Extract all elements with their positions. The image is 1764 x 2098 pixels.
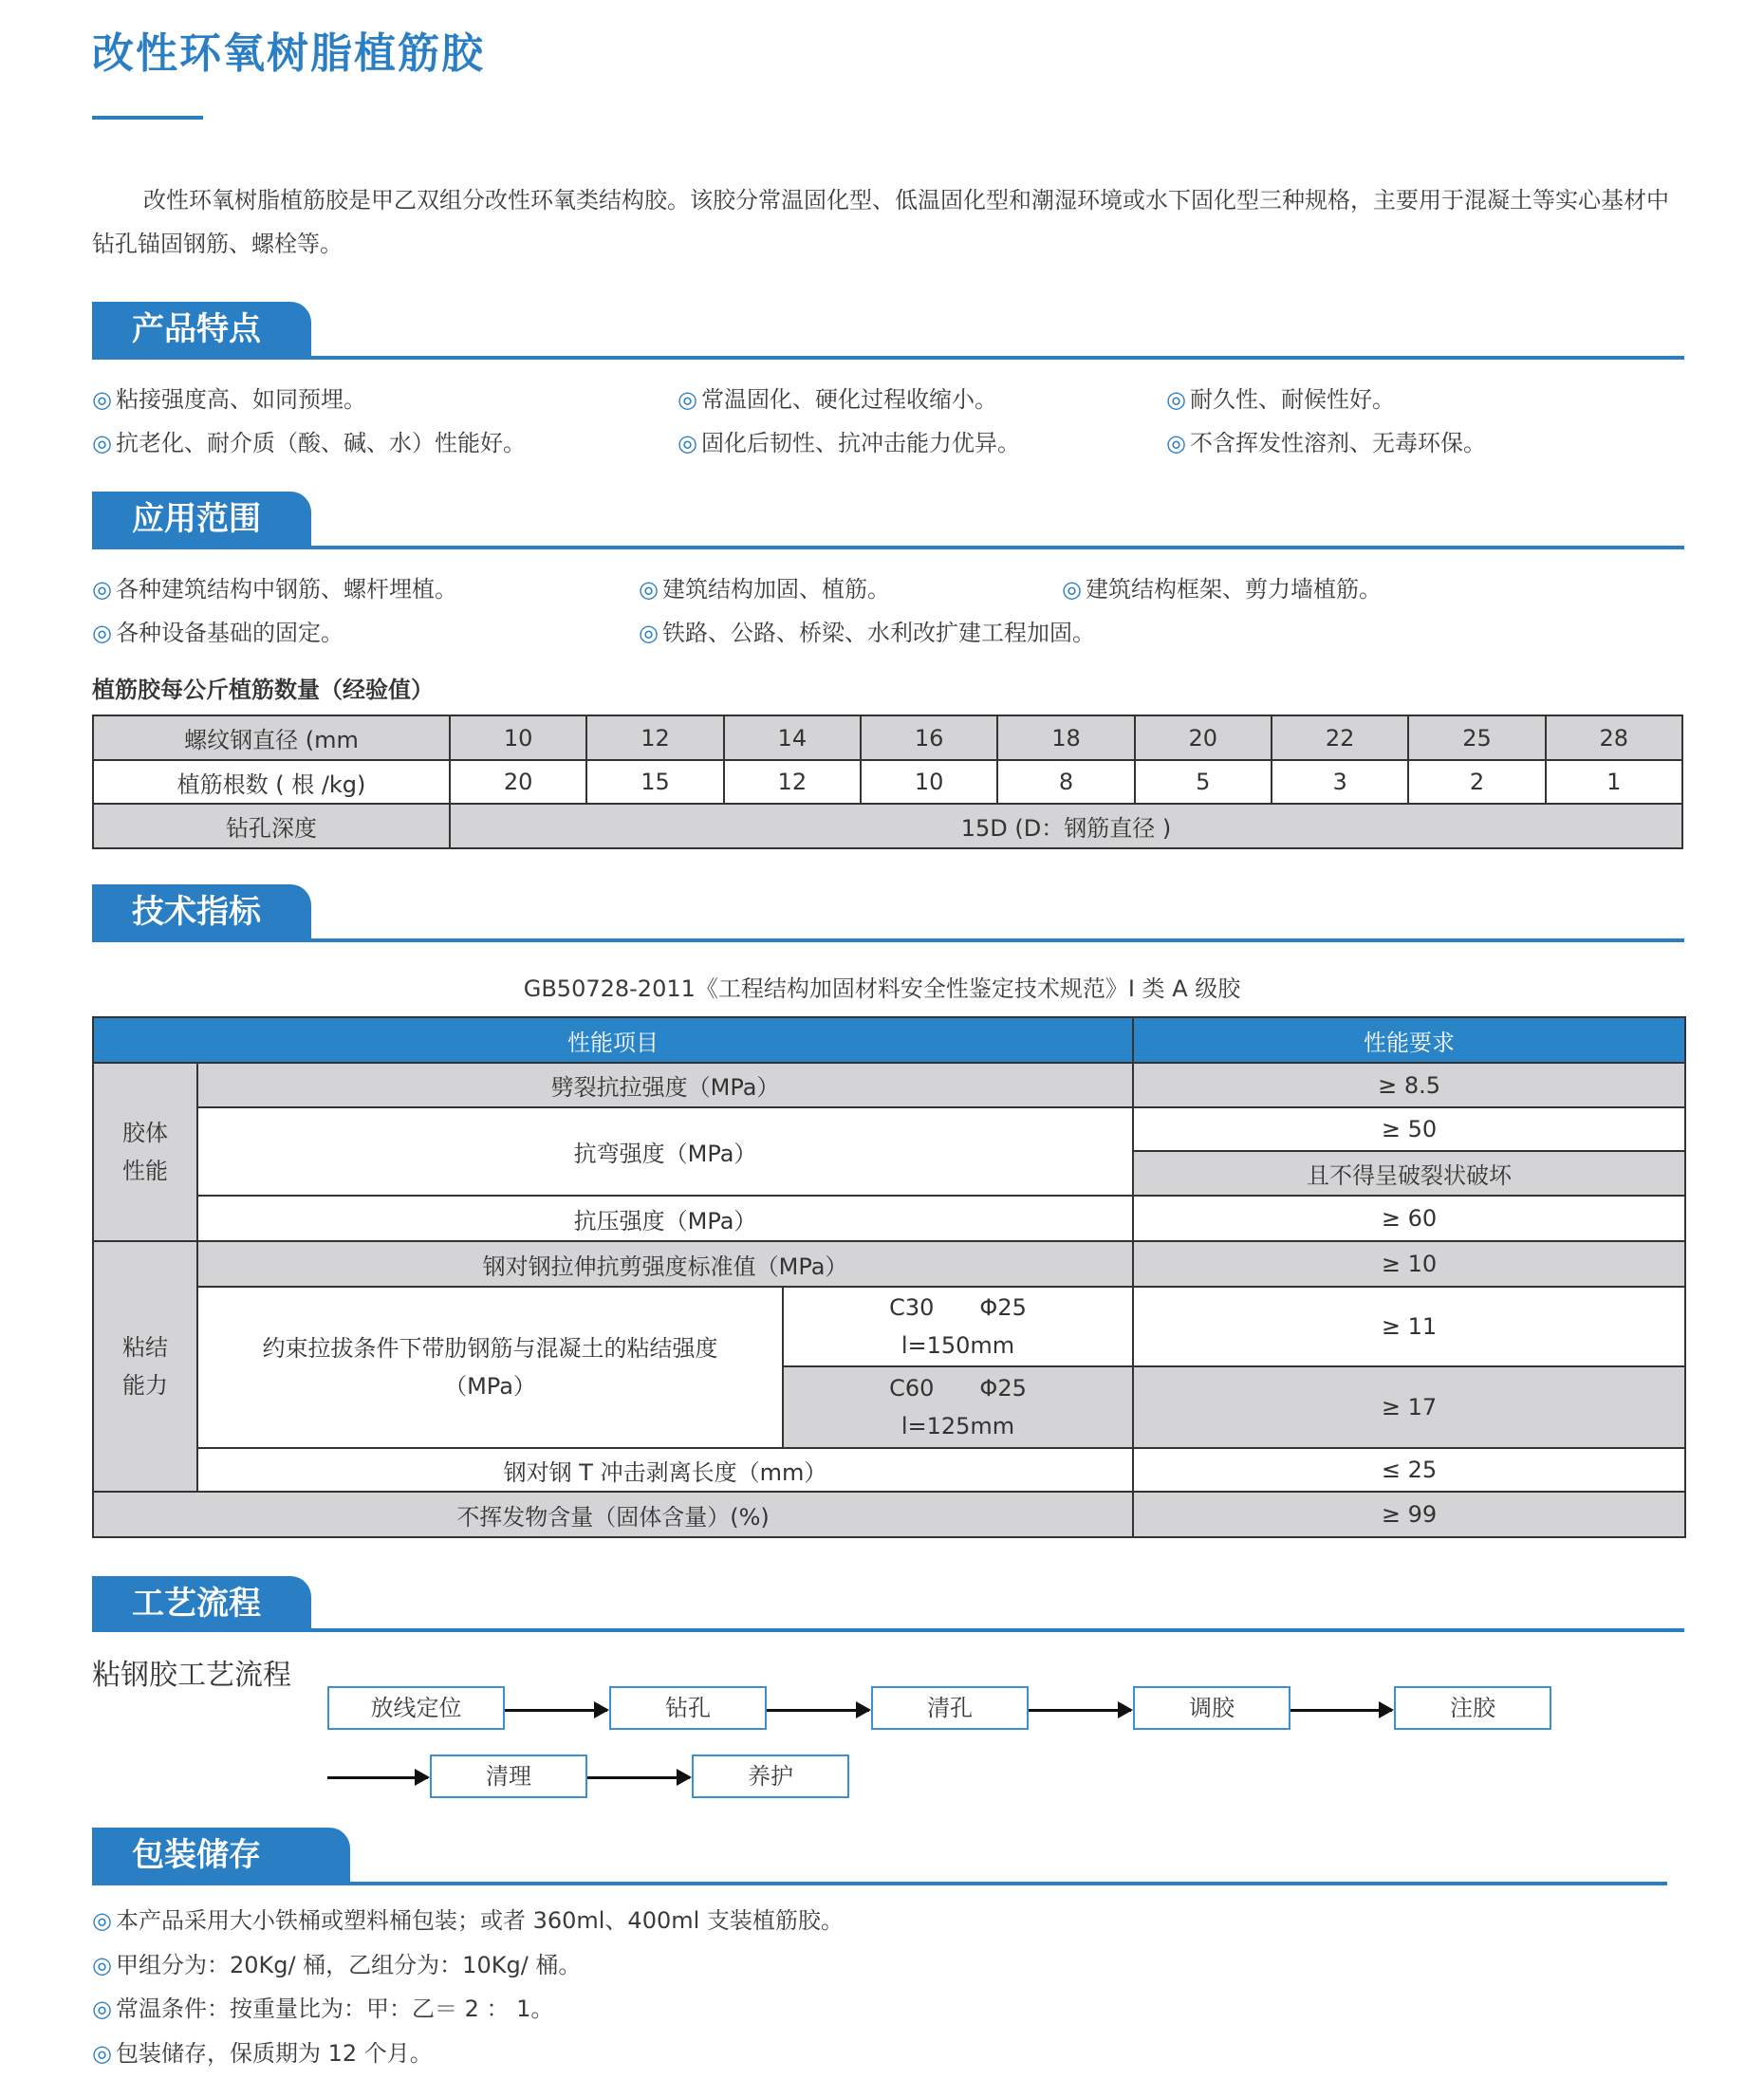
arrow-right-icon	[1029, 1709, 1131, 1712]
table-row: 螺纹钢直径 (mm 10 12 14 16 18 20 22 25 28	[93, 715, 1682, 760]
table-row: 抗弯强度（MPa） ≥ 50	[93, 1107, 1685, 1151]
flow-step: 清理	[430, 1755, 587, 1798]
flow-step: 放线定位	[327, 1686, 505, 1730]
table-row: 钻孔深度 15D (D：钢筋直径 )	[93, 804, 1682, 848]
arrow-right-icon	[505, 1709, 607, 1712]
arrow-right-icon	[1291, 1709, 1392, 1712]
group-label: 粘结能力	[93, 1241, 197, 1492]
bullet-icon: ◎	[678, 386, 697, 413]
bullet-icon: ◎	[92, 1996, 112, 2022]
bullet-icon: ◎	[92, 430, 112, 456]
section-rule	[92, 356, 1684, 360]
feature-item: ◎ 粘接强度高、如同预埋。	[92, 386, 366, 413]
section-heading-process: 工艺流程	[92, 1576, 311, 1632]
bullet-icon: ◎	[639, 576, 659, 603]
spec-table	[92, 1016, 1686, 1538]
bullet-icon: ◎	[639, 620, 659, 646]
table-row: 胶体性能 劈裂抗拉强度（MPa） ≥ 8.5	[93, 1063, 1685, 1107]
feature-item: ◎ 抗老化、耐介质（酸、碱、水）性能好。	[92, 430, 526, 456]
feature-item: ◎ 常温固化、硬化过程收缩小。	[678, 386, 997, 413]
title-underline	[92, 116, 203, 120]
application-item: ◎ 铁路、公路、桥梁、水利改扩建工程加固。	[639, 620, 1095, 646]
application-item: ◎ 各种设备基础的固定。	[92, 620, 344, 646]
section-rule	[92, 546, 1684, 549]
bullet-icon: ◎	[92, 1907, 112, 1934]
rebar-quantity-table	[92, 715, 1683, 849]
feature-item: ◎ 固化后韧性、抗冲击能力优异。	[678, 430, 1020, 456]
bullet-icon: ◎	[92, 1952, 112, 1978]
application-item: ◎ 各种建筑结构中钢筋、螺杆埋植。	[92, 576, 457, 603]
arrow-right-icon	[767, 1709, 869, 1712]
application-item: ◎ 建筑结构框架、剪力墙植筋。	[1062, 576, 1382, 603]
standard-reference: GB50728-2011《工程结构加固材料安全性鉴定技术规范》I 类 A 级胶	[523, 975, 1241, 1002]
packaging-item: ◎ 甲组分为：20Kg/ 桶，乙组分为：10Kg/ 桶。	[92, 1952, 582, 1978]
table-row: 约束拉拔条件下带肋钢筋与混凝土的粘结强度（MPa） C30 Φ25 l=150mm ≥ 11	[93, 1287, 1685, 1366]
flow-step: 清孔	[871, 1686, 1029, 1730]
bullet-icon: ◎	[92, 576, 112, 603]
flow-step: 调胶	[1133, 1686, 1291, 1730]
bullet-icon: ◎	[92, 620, 112, 646]
table-row: 抗压强度（MPa） ≥ 60	[93, 1196, 1685, 1241]
bullet-icon: ◎	[1166, 430, 1186, 456]
flow-step: 养护	[692, 1755, 849, 1798]
arrow-right-icon	[327, 1776, 428, 1779]
table-row: C60 Φ25 l=125mm ≥ 17	[93, 1366, 1685, 1448]
bullet-icon: ◎	[1062, 576, 1082, 603]
table-row: 且不得呈破裂状破坏	[93, 1151, 1685, 1196]
table-header-row: 性能项目 性能要求	[93, 1017, 1685, 1063]
flow-step: 注胶	[1394, 1686, 1551, 1730]
bullet-icon: ◎	[92, 386, 112, 413]
bullet-icon: ◎	[92, 2040, 112, 2067]
table-row: 植筋根数 ( 根 /kg) 20 15 12 10 8 5 3 2 1	[93, 760, 1682, 804]
packaging-item: ◎ 本产品采用大小铁桶或塑料桶包装；或者 360ml、400ml 支装植筋胶。	[92, 1907, 844, 1934]
table-caption: 植筋胶每公斤植筋数量（经验值）	[92, 677, 434, 703]
bullet-icon: ◎	[678, 430, 697, 456]
table-row: 钢对钢 T 冲击剥离长度（mm） ≤ 25	[93, 1448, 1685, 1492]
page-title: 改性环氧树脂植筋胶	[92, 29, 485, 78]
section-heading-applications: 应用范围	[92, 492, 311, 548]
section-heading-features: 产品特点	[92, 302, 311, 358]
table-row: 粘结能力 钢对钢拉伸抗剪强度标准值（MPa） ≥ 10	[93, 1241, 1685, 1287]
section-heading-specs: 技术指标	[92, 884, 311, 940]
section-rule	[92, 938, 1684, 942]
packaging-item: ◎ 常温条件：按重量比为：甲：乙＝ 2 ： 1。	[92, 1996, 554, 2022]
feature-item: ◎ 不含挥发性溶剂、无毒环保。	[1166, 430, 1486, 456]
application-item: ◎ 建筑结构加固、植筋。	[639, 576, 890, 603]
packaging-item: ◎ 包装储存，保质期为 12 个月。	[92, 2040, 433, 2067]
section-heading-packaging: 包装储存	[92, 1828, 350, 1884]
intro-paragraph: 改性环氧树脂植筋胶是甲乙双组分改性环氧类结构胶。该胶分常温固化型、低温固化型和潮湿环境或水下固化型三种规格，主要用于混凝土等实心基材中钻孔锚固钢筋、螺栓等。	[92, 187, 1669, 257]
group-label: 胶体性能	[93, 1063, 197, 1241]
section-rule	[92, 1628, 1684, 1632]
flow-step: 钻孔	[609, 1686, 767, 1730]
flow-label: 粘钢胶工艺流程	[92, 1659, 291, 1692]
bullet-icon: ◎	[1166, 386, 1186, 413]
feature-item: ◎ 耐久性、耐候性好。	[1166, 386, 1395, 413]
section-rule	[92, 1882, 1667, 1885]
table-row: 不挥发物含量（固体含量）(%) ≥ 99	[93, 1492, 1685, 1537]
arrow-right-icon	[587, 1776, 690, 1779]
